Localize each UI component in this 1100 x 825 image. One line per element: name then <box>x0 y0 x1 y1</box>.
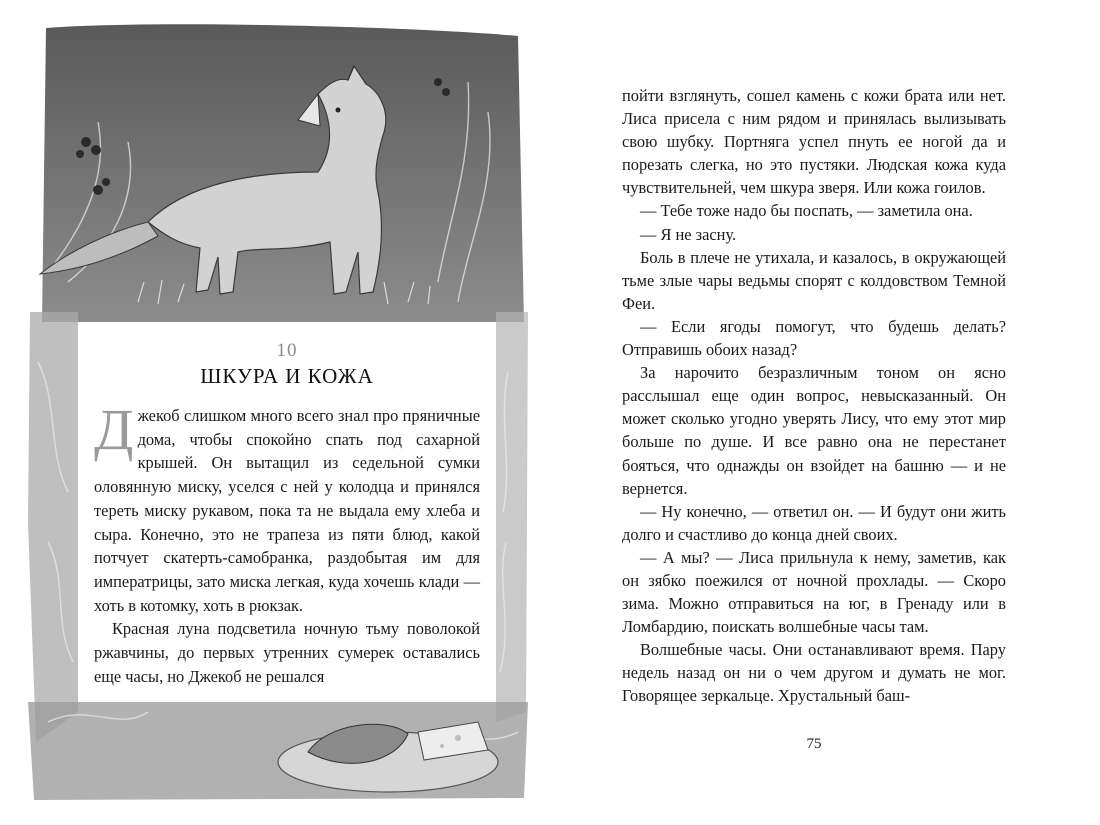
text-paragraph: Волшебные часы. Они останавливают время. Пару недель назад он ни о чем другом и думать не мог. Говорящее зеркальце. Хрустальный баш- <box>622 640 1006 706</box>
chapter-text <box>94 397 480 688</box>
body-text <box>622 84 1006 708</box>
text-paragraph: — Ну конечно, — ответил он. — И будут они жить долго и счастливо до конца дней своих. <box>622 501 1006 544</box>
text-paragraph: За нарочито безразличным тоном он ясно расслышал еще один вопрос, невысказанный. Он может сколько угодно уверять Лису, что ему этот мир больше по душе. И все равно она не перестанет бояться, что однажды он взойдет на башню — и не вернется. <box>622 363 1006 498</box>
drop-cap: Д <box>94 397 134 462</box>
text-paragraph: пойти взглянуть, сошел камень с кожи брата или нет. Лиса присела с ним рядом и принялась вылизывать свою шубку. Портняга успел пнуть ее ногой да и порезать слегка, но это пустяки. Людская кожа куда чувствительней, чем шкура зверя. Или кожа гоилов. <box>622 86 1006 198</box>
chapter-paragraph: Красная луна подсветила ночную тьму поволокой ржавчины, до первых утренних сумерек оставались еще часы, но Джекоб не решался <box>94 619 480 686</box>
text-paragraph: — Я не засну. <box>640 224 737 244</box>
page-number: 75 <box>806 736 822 752</box>
chapter-panel <box>78 322 496 700</box>
right-page <box>550 0 1100 825</box>
chapter-number: 10 <box>276 340 298 361</box>
text-paragraph: — Тебе тоже надо бы поспать, — заметила она. <box>640 201 973 221</box>
text-paragraph: — А мы? — Лиса прильнула к нему, заметив, как он зябко поежился от ночной прохлады. — Скоро зима. Можно отправиться на юг, в Гренаду или в Ломбардию, поискать волшебные часы там. <box>622 547 1006 637</box>
chapter-paragraph: Джекоб слишком много всего знал про пряничные дома, чтобы спокойно спать под сахарной крышей. Он вытащил из седельной сумки оловянную миску, уселся с ней у колодца и принялся тереть миску рукавом, пока та не выдала ему хлеба и сыра. Конечно, это не трапеза из пяти блюд, какой потчует скатерть-самобранка, раздобытая им для императрицы, зато миска легкая, куда хочешь клади — хоть в котомку, хоть в рюкзак. <box>94 397 480 615</box>
text-paragraph: — Если ягоды помогут, что будешь делать? Отправишь обоих назад? <box>622 316 1006 360</box>
chapter-title: ШКУРА И КОЖА <box>200 364 374 388</box>
text-paragraph: Боль в плече не утихала, и казалось, в окружающей тьме злые чары ведьмы спорят с колдовством Темной Феи. <box>622 247 1006 313</box>
